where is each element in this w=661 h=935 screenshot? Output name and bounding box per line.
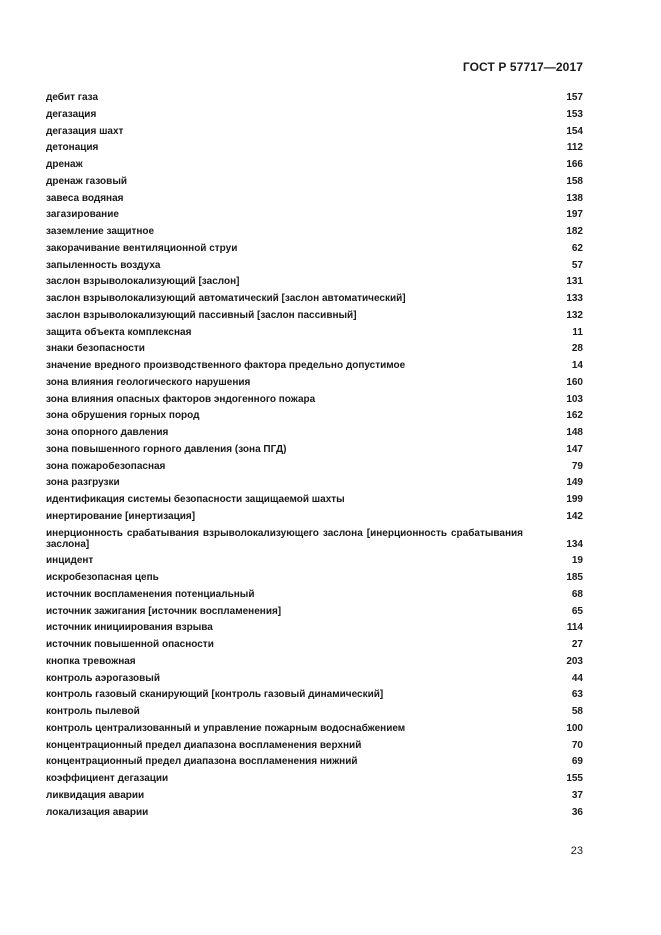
index-entry	[46, 410, 583, 421]
index-entry	[46, 511, 583, 522]
index-term: концентрационный предел диапазона воспламенения нижний	[46, 756, 358, 768]
index-term: коэффициент дегазации	[46, 773, 169, 784]
index-page-number: 14	[571, 360, 583, 371]
index-entry	[46, 461, 583, 472]
index-entry	[46, 243, 583, 254]
index-page-number: 62	[571, 242, 583, 254]
index-term: заслон взрыволокализующий автоматический [заслон автоматический]	[46, 293, 406, 304]
index-term: дебит газа	[46, 92, 99, 103]
index-term: источник инициирования взрыва	[46, 622, 213, 634]
index-entry	[46, 706, 583, 717]
index-term: заслон взрыволокализующий пассивный [заслон пассивный]	[46, 309, 357, 321]
alphabetical-index	[46, 92, 583, 823]
index-page-number: 154	[566, 125, 583, 137]
index-term: заземление защитное	[46, 226, 155, 237]
index-page-number: 147	[566, 443, 583, 455]
index-entry	[46, 494, 583, 505]
index-page-number: 131	[566, 276, 583, 288]
index-page-number: 57	[571, 259, 583, 271]
index-term: закорачивание вентиляционной струи	[46, 242, 238, 254]
index-page-number: 65	[571, 605, 583, 617]
index-term: загазирование	[46, 209, 119, 221]
page-number: 23	[570, 845, 583, 857]
index-page-number: 112	[566, 142, 583, 154]
index-entry	[46, 377, 583, 388]
index-term: инерционность срабатывания взрыволокализующего заслона [инерционность срабатывания заслона]	[46, 527, 523, 550]
index-page-number: 44	[571, 672, 583, 684]
index-entry	[46, 589, 583, 600]
index-term: дегазация	[46, 108, 97, 120]
index-page-number: 142	[566, 510, 583, 522]
index-entry	[46, 528, 583, 550]
index-entry	[46, 360, 583, 371]
index-page-number: 148	[566, 427, 583, 438]
index-entry	[46, 639, 583, 650]
index-entry	[46, 276, 583, 287]
index-term: источник воспламенения потенциальный	[46, 588, 255, 600]
index-term: зона разгрузки	[46, 477, 120, 489]
index-term: зона влияния геологического нарушения	[46, 376, 251, 388]
index-entry	[46, 444, 583, 455]
index-page-number: 160	[566, 376, 583, 388]
index-page-number: 185	[566, 572, 583, 583]
index-term: дегазация шахт	[46, 125, 124, 137]
index-page-number: 158	[566, 175, 583, 187]
index-page-number: 28	[571, 343, 583, 355]
index-term: защита объекта комплексная	[46, 326, 192, 338]
index-entry	[46, 689, 583, 700]
index-page-number: 114	[566, 622, 583, 634]
index-page-number: 149	[566, 477, 583, 489]
index-entry	[46, 807, 583, 818]
index-page-number: 19	[571, 555, 583, 567]
index-page-number: 155	[566, 773, 583, 784]
index-entry	[46, 622, 583, 633]
index-entry	[46, 310, 583, 321]
index-page-number: 197	[566, 209, 583, 221]
index-entry	[46, 92, 583, 103]
index-entry	[46, 773, 583, 784]
index-entry	[46, 723, 583, 734]
index-entry	[46, 109, 583, 120]
index-page-number: 100	[566, 722, 583, 734]
index-page-number: 36	[571, 806, 583, 818]
index-term: контроль пылевой	[46, 706, 140, 717]
index-page-number: 166	[566, 159, 583, 170]
index-entry	[46, 142, 583, 153]
index-entry	[46, 159, 583, 170]
index-page-number: 69	[571, 756, 583, 768]
index-page-number: 37	[571, 789, 583, 801]
index-term: детонация	[46, 142, 99, 154]
index-term: дренаж газовый	[46, 175, 128, 187]
index-term: кнопка тревожная	[46, 655, 136, 667]
index-entry	[46, 327, 583, 338]
index-term: идентификация системы безопасности защищаемой шахты	[46, 494, 345, 505]
index-page-number: 132	[566, 309, 583, 321]
index-entry	[46, 572, 583, 583]
index-entry	[46, 740, 583, 751]
index-page-number: 58	[571, 706, 583, 717]
index-term: заслон взрыволокализующий [заслон]	[46, 276, 240, 288]
index-entry	[46, 126, 583, 137]
index-page-number: 103	[566, 393, 583, 405]
index-term: искробезопасная цепь	[46, 572, 159, 583]
index-entry	[46, 209, 583, 220]
index-entry	[46, 193, 583, 204]
index-entry	[46, 656, 583, 667]
index-entry	[46, 260, 583, 271]
index-page-number: 63	[571, 689, 583, 701]
index-entry	[46, 555, 583, 566]
index-page-number: 27	[571, 639, 583, 650]
index-term: концентрационный предел диапазона воспламенения верхний	[46, 739, 362, 751]
index-entry	[46, 756, 583, 767]
index-term: инертирование [инертизация]	[46, 510, 196, 522]
index-entry	[46, 606, 583, 617]
index-term: зона пожаробезопасная	[46, 460, 166, 472]
index-term: зона влияния опасных факторов эндогенного пожара	[46, 393, 316, 405]
index-entry	[46, 790, 583, 801]
index-page-number: 157	[566, 92, 583, 103]
index-page-number: 138	[566, 192, 583, 204]
index-entry	[46, 176, 583, 187]
index-entry	[46, 427, 583, 438]
index-term: зона повышенного горного давления (зона ПГД)	[46, 443, 287, 455]
index-entry	[46, 394, 583, 405]
index-entry	[46, 293, 583, 304]
index-term: зона обрушения горных пород	[46, 410, 200, 422]
index-page-number: 70	[571, 739, 583, 751]
index-entry	[46, 673, 583, 684]
index-page-number: 162	[566, 410, 583, 422]
index-page-number: 203	[566, 655, 583, 667]
index-term: источник повышенной опасности	[46, 639, 214, 650]
index-term: завеса водяная	[46, 192, 124, 204]
document-number-header: ГОСТ Р 57717—2017	[462, 60, 583, 74]
index-entry	[46, 226, 583, 237]
index-term: контроль централизованный и управление пожарным водоснабжением	[46, 722, 406, 734]
index-term: инцидент	[46, 555, 94, 567]
index-entry	[46, 343, 583, 354]
index-term: локализация аварии	[46, 806, 149, 818]
index-term: контроль аэрогазовый	[46, 672, 160, 684]
index-term: источник зажигания [источник воспламенения]	[46, 605, 282, 617]
index-entry	[46, 477, 583, 488]
index-page-number: 79	[571, 460, 583, 472]
index-page-number: 68	[571, 588, 583, 600]
index-page-number: 199	[566, 494, 583, 505]
index-term: знаки безопасности	[46, 343, 145, 355]
index-page-number: 153	[566, 108, 583, 120]
index-term: значение вредного производственного фактора предельно допустимое	[46, 360, 406, 371]
index-term: запыленность воздуха	[46, 259, 161, 271]
index-page-number: 133	[566, 293, 583, 304]
index-term: контроль газовый сканирующий [контроль газовый динамический]	[46, 689, 384, 701]
index-term: ликвидация аварии	[46, 789, 145, 801]
index-page-number: 182	[566, 226, 583, 237]
index-page-number: 11	[572, 326, 583, 338]
index-page-number: 134	[566, 538, 583, 550]
index-term: зона опорного давления	[46, 427, 169, 438]
index-term: дренаж	[46, 159, 83, 170]
